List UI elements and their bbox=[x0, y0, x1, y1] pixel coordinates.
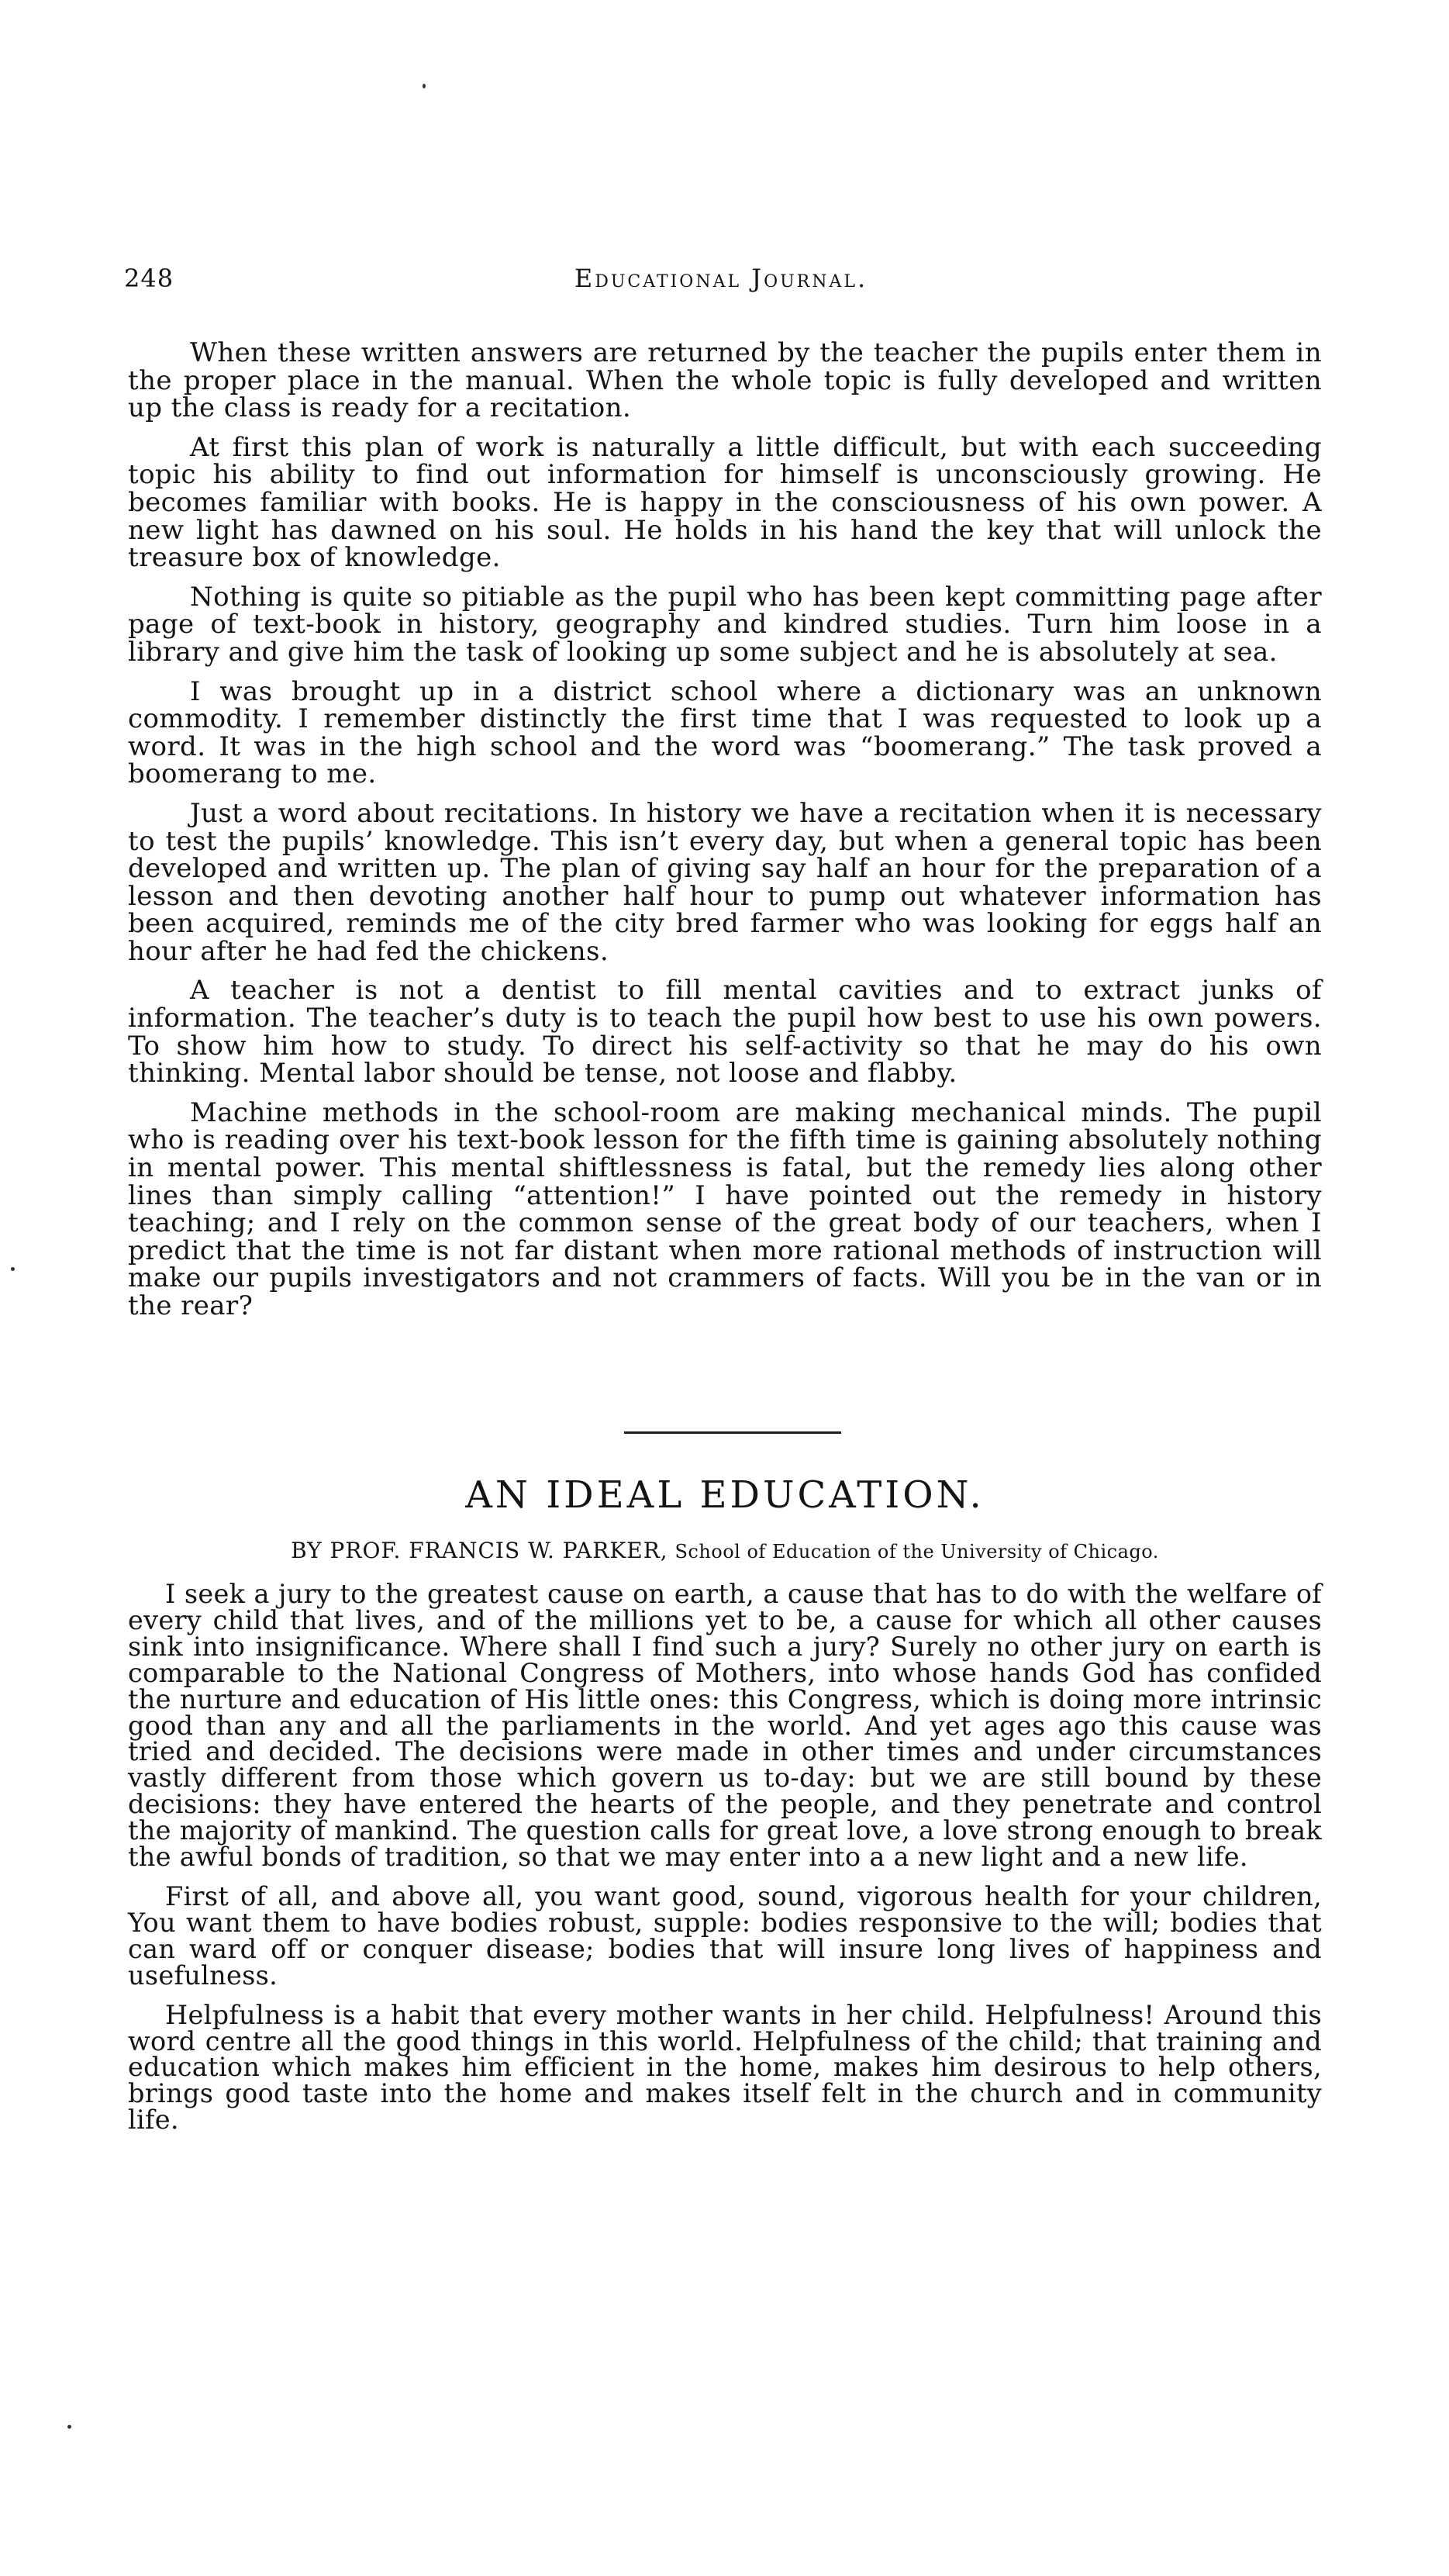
paragraph: Nothing is quite so pitiable as the pupil who has been kept committing page after page of text-book in history, geography and kindred studies. Turn him loose in a library and give him the task of looking up some subject and he is absolutely at sea. bbox=[128, 581, 1322, 668]
byline bbox=[128, 1538, 1322, 1563]
journal-title: Educational Journal. bbox=[574, 264, 868, 293]
paragraph: First of all, and above all, you want good, sound, vigorous health for your children, You want them to have bodies robust, supple: bodies responsive to the will; bodies that can ward off or conquer disease; bodies that will insure long lives of happiness and usefulness. bbox=[128, 1880, 1322, 1991]
article-ideal-education bbox=[128, 1581, 1322, 2146]
section-divider bbox=[624, 1431, 841, 1434]
article-title: AN IDEAL EDUCATION. bbox=[465, 1473, 985, 1517]
paragraph: A teacher is not a dentist to fill mental cavities and to extract junks of information. The teacher’s duty is to teach the pupil how best to use his own powers. To show him how to study. To direct his self-activity so that he may do his own thinking. Mental labor should be tense, not loose and flabby. bbox=[128, 975, 1322, 1089]
paragraph: Machine methods in the school-room are making mechanical minds. The pupil who is reading over his text-book lesson for the fifth time is gaining absolutely nothing in mental power. This mental shiftlessness is fatal, but the remedy lies along other lines than simply calling “attention!” I have pointed out the remedy in history teaching; and I rely on the common sense of the great body of our teachers, when I predict that the time is not far distant when more rational methods of instruction will make our pupils investigators and not crammers of facts. Will you be in the van or in the rear? bbox=[128, 1096, 1322, 1321]
paragraph: Just a word about recitations. In history we have a recitation when it is necessary to test the pupils’ knowledge. This isn’t every day, but when a general topic has been developed and written up. The plan of giving say half an hour for the preparation of a lesson and then devoting another half hour to pump out whatever information has been acquired, reminds me of the city bred farmer who was looking for eggs half an hour after he had fed the chickens. bbox=[128, 797, 1322, 967]
byline-affiliation: School of Education of the University of Chicago. bbox=[674, 1541, 1159, 1563]
paragraph: I was brought up in a district school where a dictionary was an unknown commodity. I remember distinctly the first time that I was requested to look up a word. It was in the high school and the word was “boomerang.” The task proved a boomerang to me. bbox=[128, 675, 1322, 790]
paragraph: I seek a jury to the greatest cause on earth, a cause that has to do with the welfare of every child that lives, and of the millions yet to be, a cause for which all other causes sink into insignificance. Where shall I find such a jury? Surely no other jury on earth is comparable to the National Congress of Mothers, into whose hands God has confided the nurture and education of His little ones: this Congress, which is doing more intrinsic good than any and all the parliaments in the world. And yet ages ago this cause was tried and decided. The decisions were made in other times and under circumstances vastly different from those which govern us to-day: but we are still bound by these decisions: they have entered the hearts of the people, and they penetrate and control the majority of mankind. The question calls for great love, a love strong enough to break the awful bonds of tradition, so that we may enter into a a new light and a new life. bbox=[128, 1579, 1322, 1873]
paragraph: At first this plan of work is naturally a little difficult, but with each succeeding topic his ability to find out information for himself is unconsciously growing. He becomes familiar with books. He is happy in the consciousness of his own power. A new light has dawned on his soul. He holds in his hand the key that will unlock the treasure box of knowledge. bbox=[128, 431, 1322, 574]
print-speck bbox=[423, 84, 426, 88]
print-speck bbox=[11, 1267, 15, 1271]
article-history-teaching bbox=[128, 337, 1322, 1332]
byline-author: BY PROF. FRANCIS W. PARKER, bbox=[291, 1538, 668, 1563]
print-speck bbox=[67, 2425, 71, 2429]
running-head bbox=[124, 264, 1318, 302]
paragraph: Helpfulness is a habit that every mother wants in her child. Helpfulness! Around this word centre all the good things in this world. Helpfulness of the child; that training and education which makes him efficient in the home, makes him desirous to help others, brings good taste into the home and makes itself felt in the church and in community life. bbox=[128, 1999, 1322, 2136]
paragraph: When these written answers are returned by the teacher the pupils enter them in the proper place in the manual. When the whole topic is fully developed and written up the class is ready for a recitation. bbox=[128, 337, 1322, 424]
page-number: 248 bbox=[124, 264, 174, 293]
